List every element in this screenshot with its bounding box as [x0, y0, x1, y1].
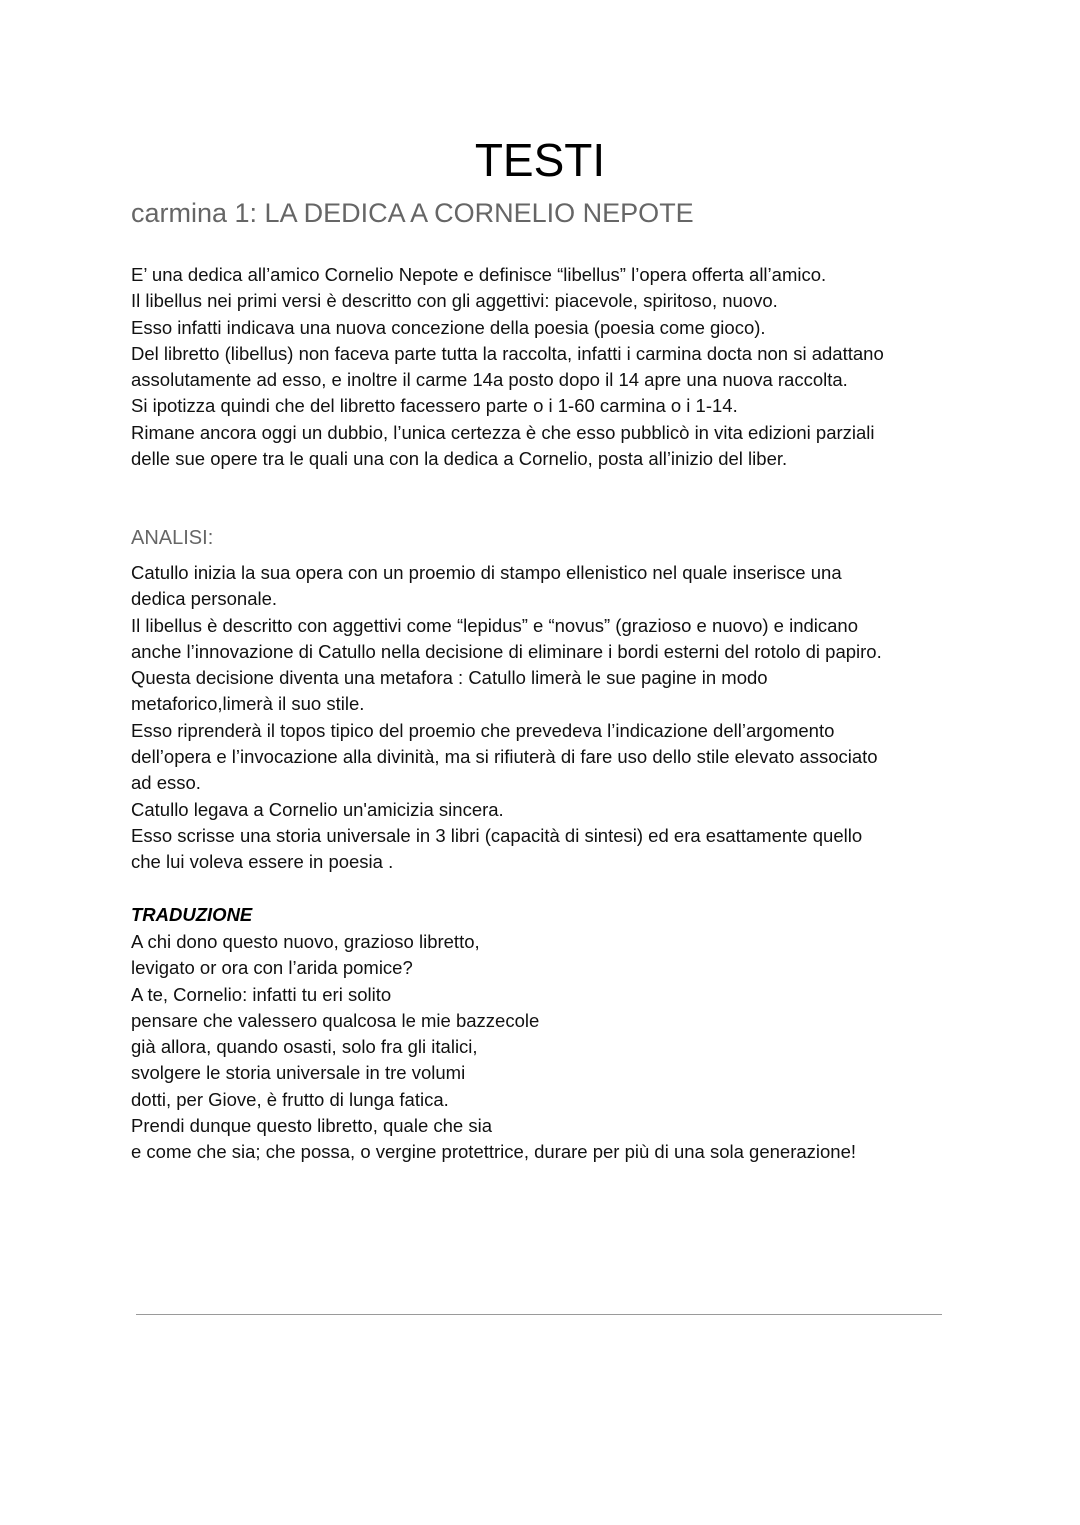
text-line: Catullo inizia la sua opera con un proemio di stampo ellenistico nel quale inserisce una	[131, 562, 842, 583]
text-line: anche l’innovazione di Catullo nella decisione di eliminare i bordi esterni del rotolo di papiro.	[131, 640, 882, 662]
page-title: TESTI	[474, 134, 606, 186]
text-line: dell’opera e l’invocazione alla divinità, ma si rifiuterà di fare uso dello stile elevato associato	[131, 746, 878, 768]
text-line: Esso scrisse una storia universale in 3 libri (capacità di sintesi) ed era esattamente quello	[131, 824, 863, 846]
text-line: metaforico,limerà il suo stile.	[131, 693, 365, 715]
analisi-paragraph	[131, 560, 991, 876]
text-line: già allora, quando osasti, solo fra gli italici,	[131, 1036, 478, 1058]
analisi-heading: ANALISI:	[131, 527, 214, 549]
traduzione-heading: TRADUZIONE	[131, 904, 253, 925]
text-line: dedica personale.	[131, 588, 278, 610]
text-line: Del libretto (libellus) non faceva parte tutta la raccolta, infatti i carmina docta non si adattano	[131, 342, 884, 364]
text-line: E’ una dedica all’amico Cornelio Nepote e definisce “libellus” l’opera offerta all’amico.	[131, 264, 827, 285]
text-line: pensare che valessero qualcosa le mie bazzecole	[131, 1009, 540, 1031]
section-subtitle: carmina 1: LA DEDICA A CORNELIO NEPOTE	[131, 198, 694, 228]
text-line: Il libellus è descritto con aggettivi come “lepidus” e “novus” (grazioso e nuovo) e indicano	[131, 614, 859, 636]
text-line: Esso riprenderà il topos tipico del proemio che prevedeva l’indicazione dell’argomento	[131, 719, 835, 741]
text-line: che lui voleva essere in poesia .	[131, 851, 394, 873]
text-line: A te, Cornelio: infatti tu eri solito	[131, 983, 392, 1005]
text-line: Si ipotizza quindi che del libretto facessero parte o i 1-60 carmina o i 1-14.	[131, 395, 738, 417]
text-line: delle sue opere tra le quali una con la dedica a Cornelio, posta all’inizio del liber.	[131, 448, 788, 470]
text-line: assolutamente ad esso, e inoltre il carme 14a posto dopo il 14 apre una nuova raccolta.	[131, 369, 848, 391]
text-line: Catullo legava a Cornelio un'amicizia sincera.	[131, 798, 504, 820]
page-divider	[136, 1314, 942, 1315]
text-line: svolgere le storia universale in tre volumi	[131, 1062, 466, 1084]
text-line: Questa decisione diventa una metafora : Catullo limerà le sue pagine in modo	[131, 667, 768, 689]
traduzione-paragraph	[131, 929, 991, 1166]
intro-paragraph	[131, 262, 991, 472]
text-line: ad esso.	[131, 772, 201, 794]
text-line: e come che sia; che possa, o vergine protettrice, durare per più di una sola generazione!	[131, 1141, 857, 1163]
text-line: Esso infatti indicava una nuova concezione della poesia (poesia come gioco).	[131, 316, 766, 338]
text-line: levigato or ora con l’arida pomice?	[131, 957, 413, 979]
text-line: Rimane ancora oggi un dubbio, l’unica certezza è che esso pubblicò in vita edizioni parziali	[131, 421, 875, 443]
text-line: A chi dono questo nuovo, grazioso libretto,	[131, 931, 480, 952]
text-line: Prendi dunque questo libretto, quale che sia	[131, 1115, 493, 1137]
text-line: Il libellus nei primi versi è descritto con gli aggettivi: piacevole, spiritoso, nuovo.	[131, 290, 778, 312]
text-line: dotti, per Giove, è frutto di lunga fatica.	[131, 1088, 449, 1110]
